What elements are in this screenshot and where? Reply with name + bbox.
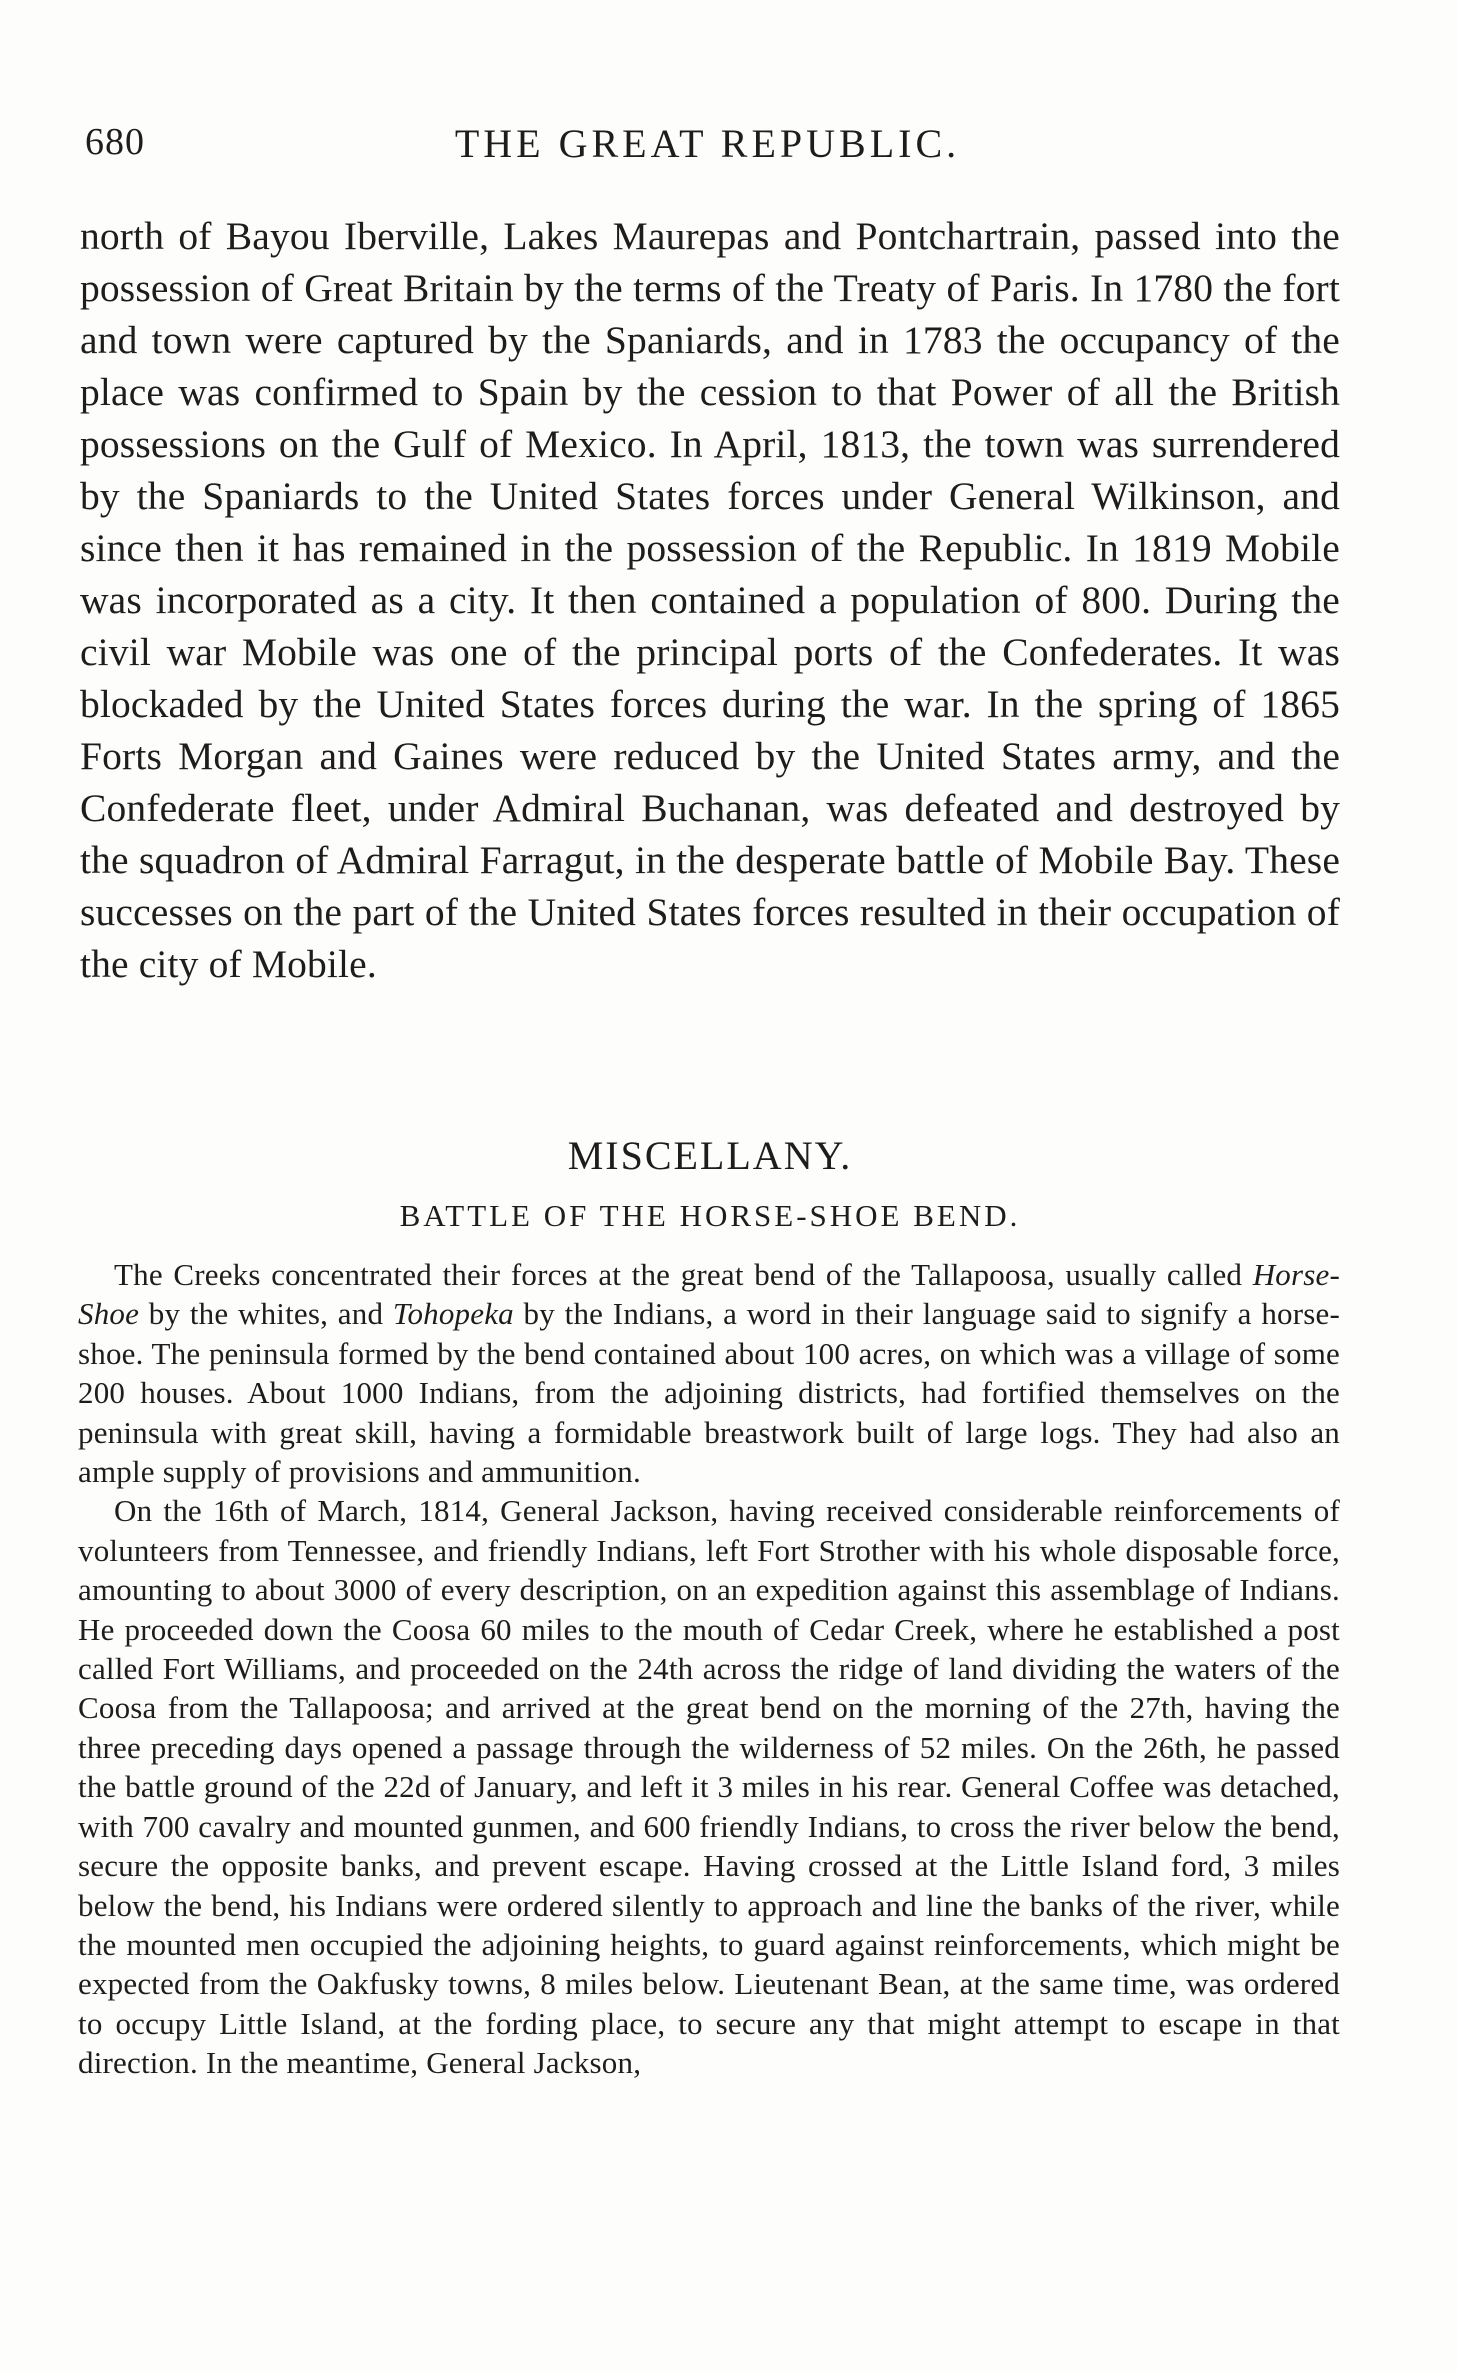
main-text [80, 210, 1340, 990]
section-subtitle: BATTLE OF THE HORSE-SHOE BEND. [399, 1198, 1021, 1233]
page-number: 680 [85, 121, 145, 163]
section-title: MISCELLANY. [567, 1133, 853, 1178]
paragraph-1-text-a: The Creeks concentrated their forces at the great bend of the Tallapoosa, usually called [114, 1257, 1253, 1292]
page-header [85, 120, 1330, 180]
paragraph-1-text-b: by the whites, and [139, 1296, 393, 1332]
running-title: THE GREAT REPUBLIC. [454, 121, 961, 166]
miscellany-paragraph-1 [78, 1255, 1340, 1491]
tohopeka-term: Tohopeka [392, 1296, 514, 1332]
paragraph-1-text-c: by the Indians, a word in their language said to signify a horse-shoe. The peninsula formed by the bend contained about 100 acres, on which was a village of some 200 houses. About 1000 Indians, from the adjoining districts, had fortified themselves on the peninsula with great skill, having a formidable breastwork built of large logs. They had also an ample supply of provisions and ammunition. [78, 1296, 1340, 1490]
main-paragraph: north of Bayou Iberville, Lakes Maurepas and Pontchartrain, passed into the possession of Great Britain by the terms of the Treaty of Paris. In 1780 the fort and town were captured by the Spaniards, and in 1783 the occupancy of the place was confirmed to Spain by the cession to that Power of all the British possessions on the Gulf of Mexico. In April, 1813, the town was surrendered by the Spaniards to the United States forces under General Wilkinson, and since then it has remained in the possession of the Republic. In 1819 Mobile was incorporated as a city. It then contained a population of 800. During the civil war Mobile was one of the principal ports of the Confederates. It was blockaded by the United States forces during the war. In the spring of 1865 Forts Morgan and Gaines were reduced by the United States army, and the Confederate fleet, under Admiral Buchanan, was defeated and destroyed by the squadron of Admiral Farragut, in the desperate battle of Mobile Bay. These successes on the part of the United States forces resulted in their occupation of the city of Mobile. [80, 214, 1340, 986]
horse-shoe-term: Horse-Shoe [78, 1257, 1340, 1332]
miscellany-paragraph-2: On the 16th of March, 1814, General Jackson, having received considerable reinforcements of volunteers from Tennessee, and friendly Indians, left Fort Strother with his whole disposable force, amounting to about 3000 of every description, on an expedition against this assemblage of Indians. He proceeded down the Coosa 60 miles to the mouth of Cedar Creek, where he established a post called Fort Williams, and proceeded on the 24th across the ridge of land dividing the waters of the Coosa from the Tallapoosa; and arrived at the great bend on the morning of the 27th, having the three preceding days opened a passage through the wilderness of 52 miles. On the 26th, he passed the battle ground of the 22d of January, and left it 3 miles in his rear. General Coffee was detached, with 700 cavalry and mounted gunmen, and 600 friendly Indians, to cross the river below the bend, secure the opposite banks, and prevent escape. Having crossed at the Little Island ford, 3 miles below the bend, his Indians were ordered silently to approach and line the banks of the river, while the mounted men occupied the adjoining heights, to guard against reinforcements, which might be expected from the Oakfusky towns, 8 miles below. Lieutenant Bean, at the same time, was ordered to occupy Little Island, at the fording place, to secure any that might attempt to escape in that direction. In the meantime, General Jackson, [78, 1493, 1340, 2081]
miscellany-text [78, 1255, 1340, 2083]
